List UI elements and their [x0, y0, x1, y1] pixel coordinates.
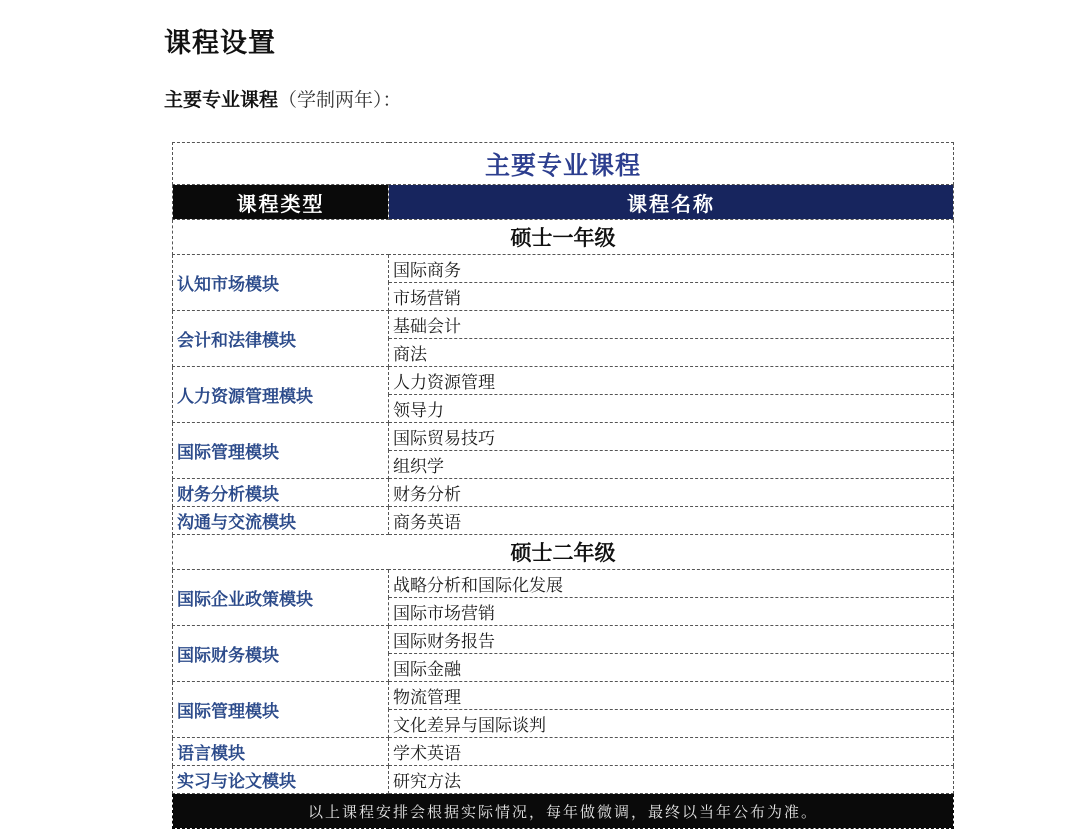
table-row [173, 507, 954, 535]
year-row [173, 220, 954, 255]
page-title: 课程设置 [164, 28, 276, 59]
header-course-type: 课程类型 [173, 185, 389, 220]
footer-note: 以上课程安排会根据实际情况，每年做微调，最终以当年公布为准。 [173, 794, 954, 829]
course-name: 学术英语 [389, 738, 954, 766]
module-name: 国际财务模块 [173, 626, 389, 682]
header-course-name: 课程名称 [389, 185, 954, 220]
subtitle [164, 86, 402, 114]
course-name: 商务英语 [389, 507, 954, 535]
course-name: 人力资源管理 [389, 367, 954, 395]
course-name: 国际贸易技巧 [389, 423, 954, 451]
course-table [172, 142, 954, 829]
course-name: 国际商务 [389, 255, 954, 283]
table-row [173, 738, 954, 766]
course-name: 商法 [389, 339, 954, 367]
table-row [173, 479, 954, 507]
course-name: 国际金融 [389, 654, 954, 682]
course-name: 战略分析和国际化发展 [389, 570, 954, 598]
course-name: 文化差异与国际谈判 [389, 710, 954, 738]
table-header-row [173, 185, 954, 220]
subtitle-main: 主要专业课程 [164, 89, 279, 111]
course-name: 组织学 [389, 451, 954, 479]
module-name: 会计和法律模块 [173, 311, 389, 367]
table-row [173, 255, 954, 283]
course-name: 物流管理 [389, 682, 954, 710]
table-row [173, 626, 954, 654]
module-name: 国际企业政策模块 [173, 570, 389, 626]
year-label: 硕士一年级 [173, 220, 954, 255]
module-name: 财务分析模块 [173, 479, 389, 507]
year-row [173, 535, 954, 570]
course-name: 国际市场营销 [389, 598, 954, 626]
module-name: 实习与论文模块 [173, 766, 389, 794]
module-name: 国际管理模块 [173, 682, 389, 738]
table-row [173, 311, 954, 339]
course-name: 领导力 [389, 395, 954, 423]
table-row [173, 570, 954, 598]
module-name: 人力资源管理模块 [173, 367, 389, 423]
subtitle-note: （学制两年）： [278, 89, 402, 111]
course-name: 市场营销 [389, 283, 954, 311]
table-caption: 主要专业课程 [173, 143, 954, 185]
course-name: 国际财务报告 [389, 626, 954, 654]
module-name: 沟通与交流模块 [173, 507, 389, 535]
module-name: 语言模块 [173, 738, 389, 766]
course-table-body [173, 143, 954, 829]
course-name: 研究方法 [389, 766, 954, 794]
module-name: 国际管理模块 [173, 423, 389, 479]
table-row [173, 682, 954, 710]
table-row [173, 367, 954, 395]
table-row [173, 766, 954, 794]
table-row [173, 423, 954, 451]
footer-row [173, 794, 954, 829]
course-name: 基础会计 [389, 311, 954, 339]
course-name: 财务分析 [389, 479, 954, 507]
table-caption-row [173, 143, 954, 185]
year-label: 硕士二年级 [173, 535, 954, 570]
module-name: 认知市场模块 [173, 255, 389, 311]
